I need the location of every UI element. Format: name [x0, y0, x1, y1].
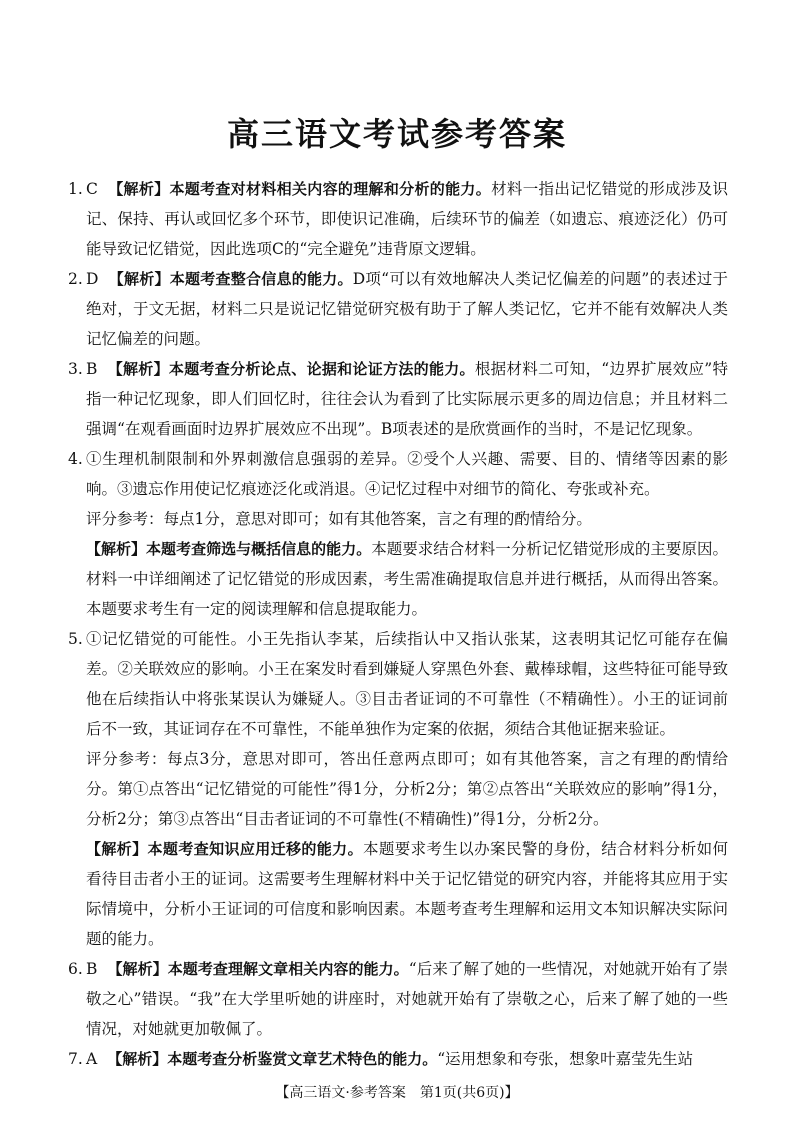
analysis-lead: 本题考查筛选与概括信息的能力。 [146, 540, 372, 558]
analysis-lead: 本题考查分析鉴赏文章艺术特色的能力。 [167, 1050, 438, 1068]
analysis-text: 本题要求考生以办案民警的身份，结合材料分析如何看待目击者小王的证词。这需要考生理解材料中关于记忆错觉的研究内容，并能将其应用于实际情境中，分析小王证词的可信度和影响因素。本题考查考生理解和运用文本知识解决实际问题的能力。 [86, 840, 728, 948]
item-number: 3. [68, 360, 83, 378]
answer-choice: C [86, 180, 98, 198]
analysis-lead: 本题考查理解文章相关内容的能力。 [167, 960, 409, 978]
item-number: 1. [68, 180, 83, 198]
item-number: 4. [68, 450, 83, 468]
answer-item-2 [68, 264, 728, 354]
answer-item-7 [68, 1044, 728, 1074]
analysis-text: 根据材料二可知，“边界扩展效应”特指一种记忆现象，即人们回忆时，往往会认为看到了比实际展示更多的周边信息；并且材料二强调“在观看画面时边界扩展效应不出现”。B项表述的是欣赏画作的当时，不是记忆现象。 [86, 360, 728, 438]
answer-choice: B [86, 360, 98, 378]
analysis-5 [68, 834, 728, 954]
analysis-tag: 【解析】 [108, 270, 170, 288]
analysis-lead: 本题考查对材料相关内容的理解和分析的能力。 [169, 180, 492, 198]
analysis-text: “运用想象和夸张，想象叶嘉莹先生站 [437, 1050, 694, 1068]
scoring-note-5: 评分参考：每点3分，意思对即可，答出任意两点即可；如有其他答案，言之有理的酌情给分。第①点答出“记忆错觉的可能性”得1分，分析2分；第②点答出“关联效应的影响”得1分，分析2分；第③点答出“目击者证词的不可靠性(不精确性)”得1分，分析2分。 [86, 750, 728, 828]
analysis-text: 本题要求结合材料一分析记忆错觉形成的主要原因。材料一中详细阐述了记忆错觉的形成因素，考生需准确提取信息并进行概括，从而得出答案。本题要求考生有一定的阅读理解和信息提取能力。 [86, 540, 728, 618]
analysis-text: “后来了解了她的一些情况，对她就开始有了崇敬之心”错误。“我”在大学里听她的讲座时，对她就开始有了崇敬之心，后来了解了她的一些情况，对她就更加敬佩了。 [86, 960, 728, 1038]
answer-item-6 [68, 954, 728, 1044]
answer-item-3 [68, 354, 728, 444]
analysis-lead: 本题考查分析论点、论据和论证方法的能力。 [168, 360, 475, 378]
answer-choice: A [86, 1050, 98, 1068]
analysis-text: 材料一指出记忆错觉的形成涉及识记、保持、再认或回忆多个环节，即使识记准确，后续环节的偏差（如遗忘、痕迹泛化）仍可能导致记忆错觉，因此选项C的“完全避免”违背原文逻辑。 [86, 180, 728, 258]
item-number: 6. [68, 960, 83, 978]
answer-choice: B [86, 960, 98, 978]
analysis-tag: 【解析】 [107, 360, 169, 378]
answer-item-1 [68, 174, 728, 264]
analysis-lead: 本题考查整合信息的能力。 [169, 270, 353, 288]
analysis-lead: 本题考查知识应用迁移的能力。 [147, 840, 363, 858]
answer-text: ①记忆错觉的可能性。小王先指认李某，后续指认中又指认张某，这表明其记忆可能存在偏差。②关联效应的影响。小王在案发时看到嫌疑人穿黑色外套、戴棒球帽，这些特征可能导致他在后续指认中将张某误认为嫌疑人。③目击者证词的不可靠性（不精确性）。小王的证词前后不一致，其证词存在不可靠性，不能单独作为定案的依据，须结合其他证据来验证。 [86, 630, 728, 738]
analysis-tag: 【解析】 [107, 180, 170, 198]
answer-item-5 [68, 624, 728, 744]
analysis-tag: 【解析】 [107, 1050, 168, 1068]
item-number: 7. [68, 1050, 83, 1068]
page-footer: 【高三语文·参考答案 第1页(共6页)】 [275, 1085, 519, 1101]
item-number: 5. [68, 630, 83, 648]
answer-content [68, 174, 728, 1074]
analysis-tag: 【解析】 [86, 540, 147, 558]
answer-item-4 [68, 444, 728, 504]
item-number: 2. [68, 270, 83, 288]
scoring-note-4: 评分参考：每点1分，意思对即可；如有其他答案，言之有理的酌情给分。 [86, 510, 592, 528]
answer-text: ①生理机制限制和外界刺激信息强弱的差异。②受个人兴趣、需要、目的、情绪等因素的影响。③遗忘作用使记忆痕迹泛化或消退。④记忆过程中对细节的简化、夸张或补充。 [86, 450, 728, 498]
analysis-text: D项“可以有效地解决人类记忆偏差的问题”的表述过于绝对，于文无据，材料二只是说记忆错觉研究极有助于了解人类记忆，它并不能有效解决人类记忆偏差的问题。 [86, 270, 728, 348]
answer-choice: D [86, 270, 99, 288]
analysis-tag: 【解析】 [86, 840, 148, 858]
page-title: 高三语文考试参考答案 [226, 115, 567, 153]
analysis-4 [68, 534, 728, 624]
analysis-tag: 【解析】 [107, 960, 168, 978]
